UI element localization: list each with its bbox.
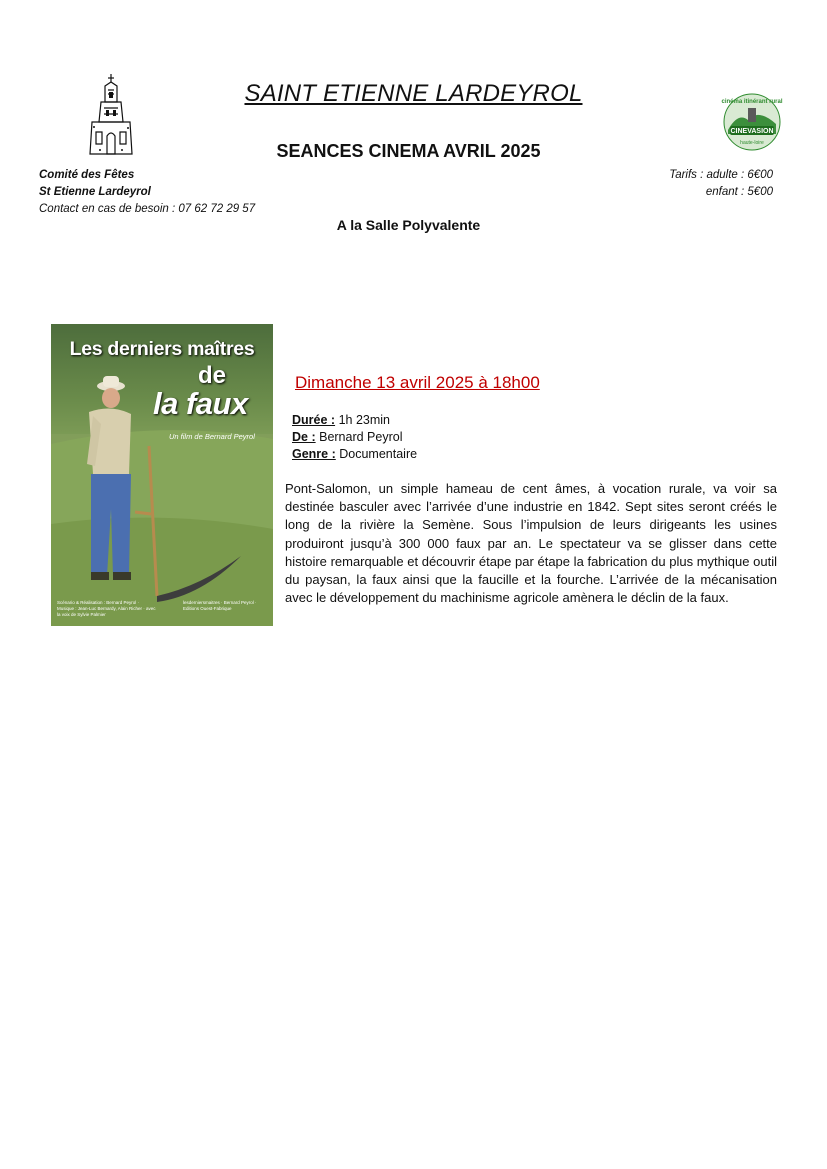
tarif-child: enfant : 5€00: [705, 186, 773, 198]
organizer-line2: St Etienne Lardeyrol: [39, 186, 151, 198]
poster-credits-left: Scénario & Réalisation : Bernard Peyrol · Musique : Jean-Luc Bernardy, Alain Richer · avec la voix de Sylvie Palmier: [57, 600, 156, 617]
duration-row: [292, 412, 417, 429]
film-meta: [292, 412, 417, 463]
poster-illustration: [51, 324, 273, 626]
film-poster: [51, 324, 273, 626]
genre-value: Documentaire: [339, 447, 418, 461]
director-value: Bernard Peyrol: [319, 430, 403, 444]
poster-title-line2: de: [198, 362, 227, 389]
venue-label: A la Salle Polyvalente: [336, 217, 481, 233]
poster-byline: Un film de Bernard Peyrol: [169, 432, 255, 441]
contact-phone: Contact en cas de besoin : 07 62 72 29 57: [39, 203, 256, 215]
director-key: De :: [292, 430, 316, 444]
director-row: [292, 429, 417, 446]
poster-title-line1: Les derniers maîtres: [69, 338, 255, 360]
poster-title-line3: la faux: [153, 386, 248, 421]
seances-title: SEANCES CINEMA AVRIL 2025: [276, 141, 541, 161]
cine-logo-bottom-text: haute-loire: [740, 140, 764, 146]
poster-credits-right: lesderniersmaitres · Bernard Peyrol · Editions Ouest-Fabrique: [183, 600, 257, 611]
tarifs-info: [669, 167, 773, 201]
genre-row: [292, 446, 417, 463]
organizer-info: [39, 167, 255, 218]
tarif-adult: Tarifs : adulte : 6€00: [669, 169, 773, 181]
town-title: SAINT ETIENNE LARDEYROL: [244, 80, 583, 107]
organizer-line1: Comité des Fêtes: [39, 169, 135, 181]
genre-key: Genre :: [292, 447, 336, 461]
film-synopsis: Pont-Salomon, un simple hameau de cent âmes, à vocation rurale, va voir sa destinée basculer avec l’arrivée d’une industrie en 1842. Sept sites seront créés le long de la rivière la Semène. Sous l’impulsion de leurs dirigeants les usines produiront jusqu’à 300 000 faux par an. Le spectateur va se glisser dans cette histoire remarquable et découvrir étape par étape la fabrication du plus mythique outil du paysan, la faux ainsi que la faucille et la fourche. L’arrivée de la mécanisation avec le développement du machinisme agricole amènera le déclin de la faux.: [285, 481, 777, 606]
cine-logo-name: CINEVASION: [730, 128, 774, 135]
duration-value: 1h 23min: [338, 413, 390, 427]
screening-date: Dimanche 13 avril 2025 à 18h00: [295, 373, 540, 392]
cine-logo-top-text: cinéma itinérant rural: [721, 99, 783, 105]
duration-key: Durée :: [292, 413, 336, 427]
